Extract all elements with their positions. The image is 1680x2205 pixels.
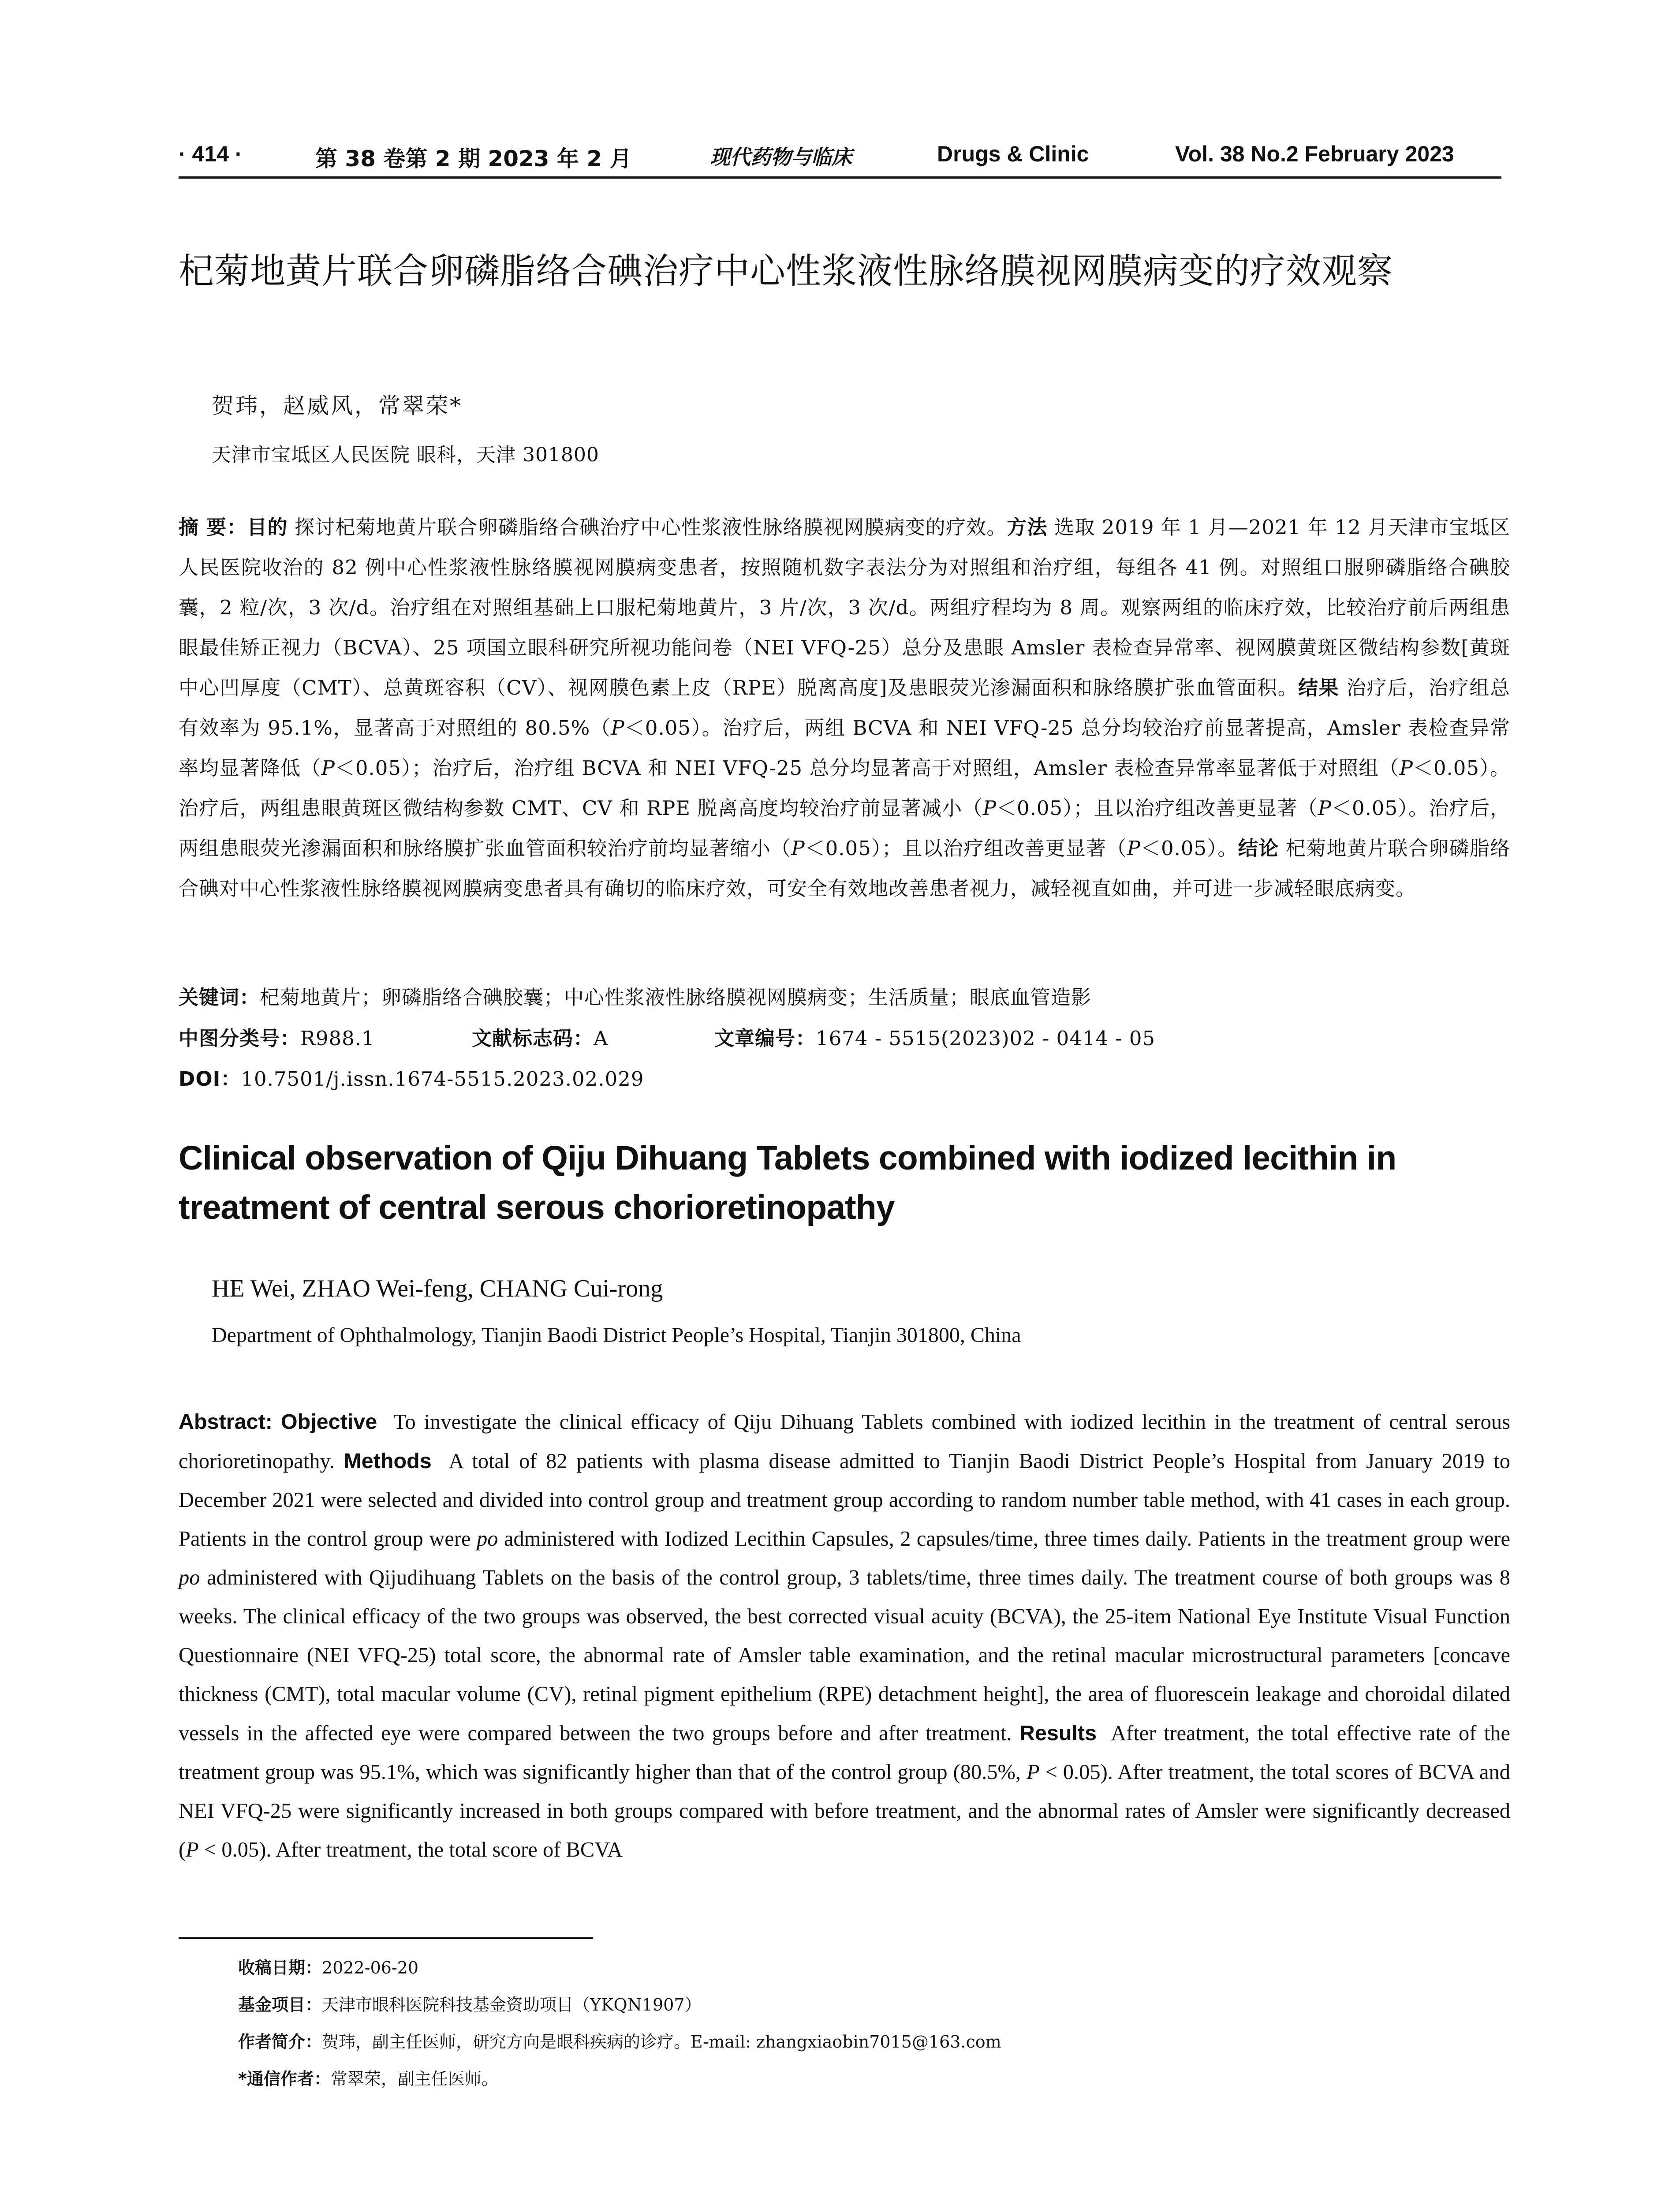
en-methods-text: administered with Qijudihuang Tablets on the basis of the control group, 3 tablets/time, three times daily. The treatment course of both groups was 8 weeks. The clinical efficacy of the two groups was observed, the best corrected visual acuity (BCVA), the 25-item National Eye Institute Visual Function Questionnaire (NEI VFQ-25) total score, the abnormal rate of Amsler table examination, and the retinal macular microstructural parameters [concave thickness (CMT), total macular volume (CV), retinal pigment epithelium (RPE) detachment height], the area of fluorescein leakage and choroidal dilated vessels in the affected eye were compared between the two groups before and after treatment.: [179, 1566, 1510, 1745]
p-value-symbol: P: [1127, 837, 1141, 860]
en-methods-text: A total of 82 patients with plasma disease admitted to Tianjin Baodi District People’s Hospital from January 2019 to December 2021 were selected and divided into control group and treatment group according to random number table method, with 41 cases in each group. Patients in the control group were: [179, 1450, 1510, 1551]
cn-authors: 贺玮，赵威风，常翠荣*: [212, 393, 463, 419]
en-results-text: < 0.05). After treatment, the total score of BCVA: [204, 1838, 623, 1861]
clc-value: R988.1: [300, 1027, 375, 1050]
cn-keywords: [179, 981, 1510, 1010]
cn-abstract-label: 摘 要：: [179, 516, 247, 539]
en-title: Clinical observation of Qiju Dihuang Tablets combined with iodized lecithin in treatment of central serous chorioretinopathy: [179, 1139, 1396, 1226]
cn-results-text: ＜0.05）；治疗后，治疗组 BCVA 和 NEI VFQ-25 总分均显著高于对照组，Amsler 表检查异常率显著低于对照组（: [335, 756, 1400, 780]
doccode-value: A: [594, 1027, 609, 1050]
cn-results-text: ＜0.05）；且以治疗组改善更显著（: [805, 837, 1127, 860]
cn-results-text: ＜0.05）。: [1140, 837, 1238, 860]
cn-methods-text: 选取 2019 年 1 月—2021 年 12 月天津市宝坻区人民医院收治的 82 例中心性浆液性脉络膜视网膜病变患者，按照随机数字表法分为对照组和治疗组，每组各 41 例。对照组口服卵磷脂络合碘胶囊，2 粒/次，3 次/d。治疗组在对照组基础上口服杞菊地黄片，3 片/次，3 次/d。两组疗程均为 8 周。观察两组的临床疗效，比较治疗前后两组患眼最佳矫正视力（BCVA）、25 项国立眼科研究所视功能问卷（NEI VFQ-25）总分及患眼 Amsler 表检查异常率、视网膜黄斑区微结构参数[黄斑中心凹厚度（CMT）、总黄斑容积（CV）、视网膜色素上皮（RPE）脱离高度]及患眼荧光渗漏面积和脉络膜扩张血管面积。: [179, 516, 1510, 699]
journal-name-cn: 现代药物与临床: [710, 145, 852, 169]
cn-conclusion-label: 结论: [1238, 837, 1279, 860]
cn-methods-label: 方法: [1007, 516, 1048, 539]
received-date: 2022-06-20: [322, 1958, 419, 1977]
en-authors: HE Wei, ZHAO Wei-feng, CHANG Cui-rong: [212, 1275, 663, 1302]
footnotes: [238, 1949, 1473, 2097]
cn-title: 杞菊地黄片联合卵磷脂络合碘治疗中心性浆液性脉络膜视网膜病变的疗效观察: [179, 250, 1393, 292]
cn-affiliation: 天津市宝坻区人民医院 眼科，天津 301800: [212, 444, 599, 466]
footnote-received: [238, 1949, 1473, 1986]
en-results-label: Results: [1019, 1721, 1097, 1745]
received-label: 收稿日期：: [238, 1958, 322, 1977]
po-abbrev: po: [179, 1566, 200, 1589]
en-methods-text: administered with Iodized Lecithin Capsules, 2 capsules/time, three times daily. Patients in the treatment group were: [504, 1527, 1511, 1551]
doi-label: DOI：: [179, 1067, 241, 1091]
author-bio-text: 贺玮，副主任医师，研究方向是眼科疾病的诊疗。E-mail: zhangxiaobin7015@163.com: [322, 2032, 1001, 2052]
p-value-symbol: P: [1399, 756, 1413, 780]
keywords-label: 关键词：: [179, 986, 260, 1009]
header-rule: [179, 176, 1501, 179]
p-value-symbol: P: [982, 796, 997, 820]
doccode-label: 文献标志码：: [472, 1027, 594, 1050]
en-results-text: After treatment, the total effective rate of the treatment group was 95.1%, which was significantly higher than that of the control group (80.5%,: [179, 1722, 1510, 1784]
cn-doi: [179, 1063, 1510, 1091]
page-number: · 414 ·: [179, 142, 243, 166]
volume-cn: 第 38 卷第 2 期 2023 年 2 月: [315, 146, 632, 172]
article-no-label: 文章编号：: [714, 1027, 816, 1050]
en-objective-label: Objective: [280, 1410, 377, 1434]
cn-abstract: [179, 507, 1510, 908]
corresponding-text: 常翠荣，副主任医师。: [330, 2069, 498, 2089]
article-no-value: 1674 - 5515(2023)02 - 0414 - 05: [816, 1027, 1156, 1050]
cn-results-text: ＜0.05）。治疗后，两组患眼黄斑区微结构参数 CMT、CV 和 RPE 脱离高度均较治疗前显著减小（: [179, 756, 1510, 820]
cn-results-label: 结果: [1298, 676, 1340, 699]
footnote-fund: [238, 1986, 1473, 2023]
fund-text: 天津市眼科医院科技基金资助项目（YKQN1907）: [322, 1995, 702, 2014]
cn-results-text: 治疗后，治疗组总有效率为 95.1%，显著高于对照组的 80.5%（: [179, 676, 1510, 740]
p-value-symbol: P: [611, 716, 625, 740]
en-affiliation: Department of Ophthalmology, Tianjin Baodi District People’s Hospital, Tianjin 301800, China: [212, 1323, 1021, 1347]
en-methods-label: Methods: [343, 1449, 432, 1473]
en-abstract: [179, 1402, 1510, 1869]
journal-name-en: Drugs & Clinic: [937, 142, 1089, 166]
keywords-text: 杞菊地黄片；卵磷脂络合碘胶囊；中心性浆液性脉络膜视网膜病变；生活质量；眼底血管造影: [260, 986, 1092, 1009]
p-value-symbol: P: [321, 756, 335, 780]
volume-en: Vol. 38 No.2 February 2023: [1175, 142, 1454, 166]
p-value-symbol: P: [1318, 796, 1332, 820]
running-header: [179, 141, 1501, 176]
clc-label: 中图分类号：: [179, 1027, 301, 1050]
cn-conclusion-text: 杞菊地黄片联合卵磷脂络合碘对中心性浆液性脉络膜视网膜病变患者具有确切的临床疗效，可安全有效地改善患者视力，减轻视直如曲，并可进一步减轻眼底病变。: [179, 837, 1510, 900]
fund-label: 基金项目：: [238, 1995, 322, 2014]
en-objective-text: To investigate the clinical efficacy of Qiju Dihuang Tablets combined with iodized lecithin in the treatment of central serous chorioretinopathy.: [179, 1410, 1511, 1473]
en-abstract-label: Abstract:: [179, 1410, 273, 1434]
author-bio-label: 作者简介：: [238, 2032, 322, 2052]
footnote-corresponding: [238, 2060, 1473, 2097]
en-results-text: < 0.05). After treatment, the total scores of BCVA and NEI VFQ-25 were significantly increased in both groups compared with before treatment, and the abnormal rates of Amsler were significantly decreased (: [179, 1760, 1510, 1861]
p-value-symbol: P: [186, 1838, 199, 1861]
p-value-symbol: P: [1026, 1760, 1040, 1784]
cn-results-text: ＜0.05）。治疗后，两组患眼荧光渗漏面积和脉络膜扩张血管面积较治疗前均显著缩小（: [179, 796, 1510, 860]
cn-results-text: ＜0.05）。治疗后，两组 BCVA 和 NEI VFQ-25 总分均较治疗前显著提高，Amsler 表检查异常率均显著降低（: [179, 716, 1510, 780]
cn-objective-label: 目的: [247, 516, 288, 539]
footnote-rule: [179, 1937, 593, 1939]
cn-objective-text: 探讨杞菊地黄片联合卵磷脂络合碘治疗中心性浆液性脉络膜视网膜病变的疗效。: [295, 516, 1007, 539]
footnote-author: [238, 2023, 1473, 2060]
cn-results-text: ＜0.05）；且以治疗组改善更显著（: [996, 796, 1318, 820]
po-abbrev: po: [477, 1527, 498, 1551]
p-value-symbol: P: [791, 837, 805, 860]
corresponding-label: *通信作者：: [238, 2069, 331, 2089]
doi-value: 10.7501/j.issn.1674-5515.2023.02.029: [241, 1067, 644, 1091]
